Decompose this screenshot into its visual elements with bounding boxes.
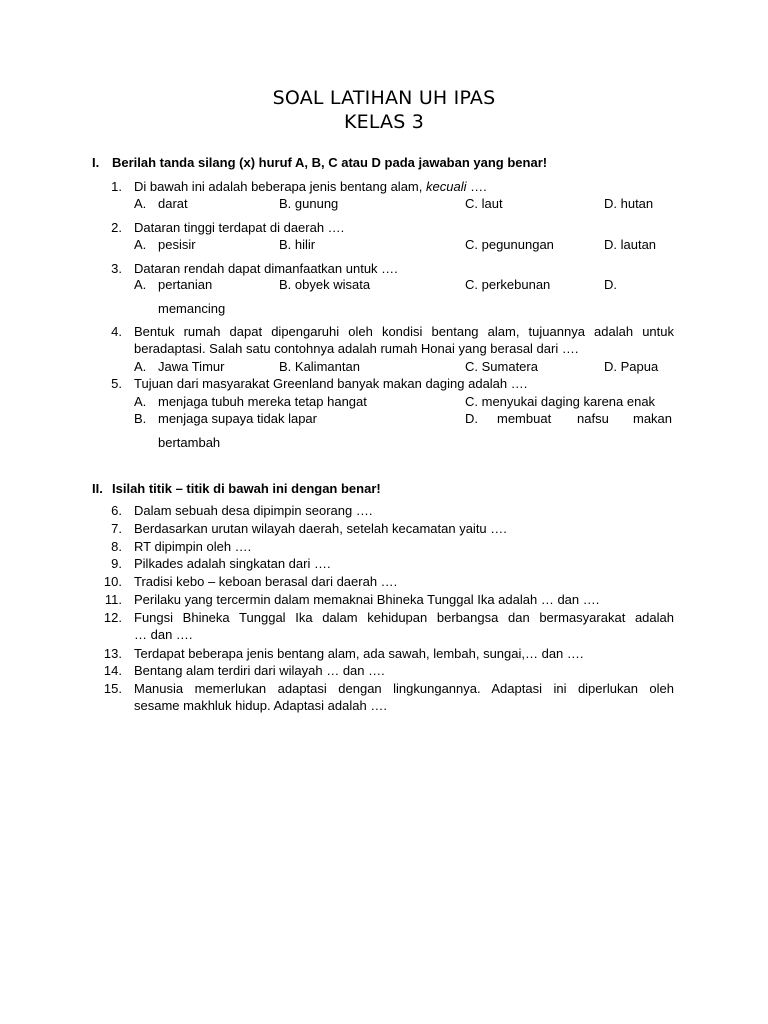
option-b: B. hilir [279, 237, 316, 252]
option-c: C. menyukai daging karena enak [465, 394, 656, 409]
item-text-line-2: sesame makhluk hidup. Adaptasi adalah …. [134, 698, 387, 713]
item-number: 14. [103, 663, 122, 678]
item-text: Bentang alam terdiri dari wilayah … dan …. [134, 663, 385, 678]
item-number: 8. [111, 539, 122, 554]
item-text: Tradisi kebo – keboan berasal dari daerah …. [134, 574, 398, 589]
option-c: C. pegunungan [465, 237, 554, 252]
option-a-letter: A. [134, 196, 147, 211]
question-number: 3. [111, 261, 122, 276]
section-2-instruction: Isilah titik – titik di bawah ini dengan benar! [112, 481, 381, 496]
item-text: RT dipimpin oleh …. [134, 539, 252, 554]
option-d: D. hutan [604, 196, 654, 211]
item-number: 12. [103, 610, 122, 625]
option-b: B. obyek wisata [279, 277, 371, 292]
item-number: 9. [111, 556, 122, 571]
option-a: pesisir [158, 237, 196, 252]
page-title: SOAL LATIHAN UH IPAS [272, 87, 496, 109]
question-text-main: Di bawah ini adalah beberapa jenis bentang alam, [134, 179, 423, 194]
option-d-word-2: nafsu [577, 411, 609, 426]
section-1-marker: I. [92, 155, 100, 170]
option-b: B. gunung [279, 196, 339, 211]
option-c: C. perkebunan [465, 277, 551, 292]
item-number: 15. [103, 681, 122, 696]
item-number: 6. [111, 503, 122, 518]
option-a-letter: A. [134, 277, 147, 292]
question-number: 1. [111, 179, 122, 194]
question-number: 5. [111, 376, 122, 391]
option-d: D. Papua [604, 359, 659, 374]
item-text-line-1: Manusia memerlukan adaptasi dengan lingkungannya. Adaptasi ini diperlukan oleh [134, 681, 674, 696]
question-text-line-2: beradaptasi. Salah satu contohnya adalah rumah Honai yang berasal dari …. [134, 341, 579, 356]
question-text: Dataran rendah dapat dimanfaatkan untuk …. [134, 261, 398, 276]
option-b: menjaga supaya tidak lapar [158, 411, 317, 426]
option-a: pertanian [158, 277, 213, 292]
option-d-word-3: makan [633, 411, 673, 426]
item-number: 10. [103, 574, 122, 589]
item-number: 13. [103, 646, 122, 661]
item-text-line-2: … dan …. [134, 627, 193, 642]
question-text [134, 179, 674, 195]
option-b: B. Kalimantan [279, 359, 360, 374]
option-d-continuation: bertambah [158, 435, 221, 450]
item-number: 7. [111, 521, 122, 536]
section-1-instruction: Berilah tanda silang (x) huruf A, B, C atau D pada jawaban yang benar! [112, 155, 548, 170]
page-subtitle: KELAS 3 [343, 111, 425, 133]
option-a: darat [158, 196, 188, 211]
question-text: Tujuan dari masyarakat Greenland banyak makan daging adalah …. [134, 376, 528, 391]
item-text-line-1: Fungsi Bhineka Tunggal Ika dalam kehidupan berbangsa dan bermasyarakat adalah [134, 610, 674, 625]
item-text: Pilkades adalah singkatan dari …. [134, 556, 331, 571]
question-text-line-1: Bentuk rumah dapat dipengaruhi oleh kondisi bentang alam, tujuannya adalah untuk [134, 324, 674, 339]
option-a: Jawa Timur [158, 359, 225, 374]
option-a-letter: A. [134, 237, 147, 252]
option-a: menjaga tubuh mereka tetap hangat [158, 394, 367, 409]
option-a-letter: A. [134, 394, 147, 409]
option-c: C. laut [465, 196, 503, 211]
option-b-letter: B. [134, 411, 147, 426]
question-text-end: …. [470, 179, 487, 194]
option-d-continuation: memancing [158, 301, 226, 316]
question-number: 2. [111, 220, 122, 235]
option-d-letter: D. [465, 411, 478, 426]
item-text: Berdasarkan urutan wilayah daerah, setelah kecamatan yaitu …. [134, 521, 507, 536]
option-d-word-1: membuat [497, 411, 552, 426]
item-text: Dalam sebuah desa dipimpin seorang …. [134, 503, 373, 518]
question-text-italic: kecuali [426, 179, 467, 194]
option-c: C. Sumatera [465, 359, 538, 374]
question-text: Dataran tinggi terdapat di daerah …. [134, 220, 345, 235]
item-number: 11. [104, 592, 122, 607]
option-d: D. [604, 277, 617, 292]
option-d: D. lautan [604, 237, 657, 252]
section-2-marker: II. [92, 481, 103, 496]
question-number: 4. [111, 324, 122, 339]
item-text: Perilaku yang tercermin dalam memaknai Bhineka Tunggal Ika adalah … dan …. [134, 592, 600, 607]
item-text: Terdapat beberapa jenis bentang alam, ada sawah, lembah, sungai,… dan …. [134, 646, 584, 661]
option-a-letter: A. [134, 359, 147, 374]
